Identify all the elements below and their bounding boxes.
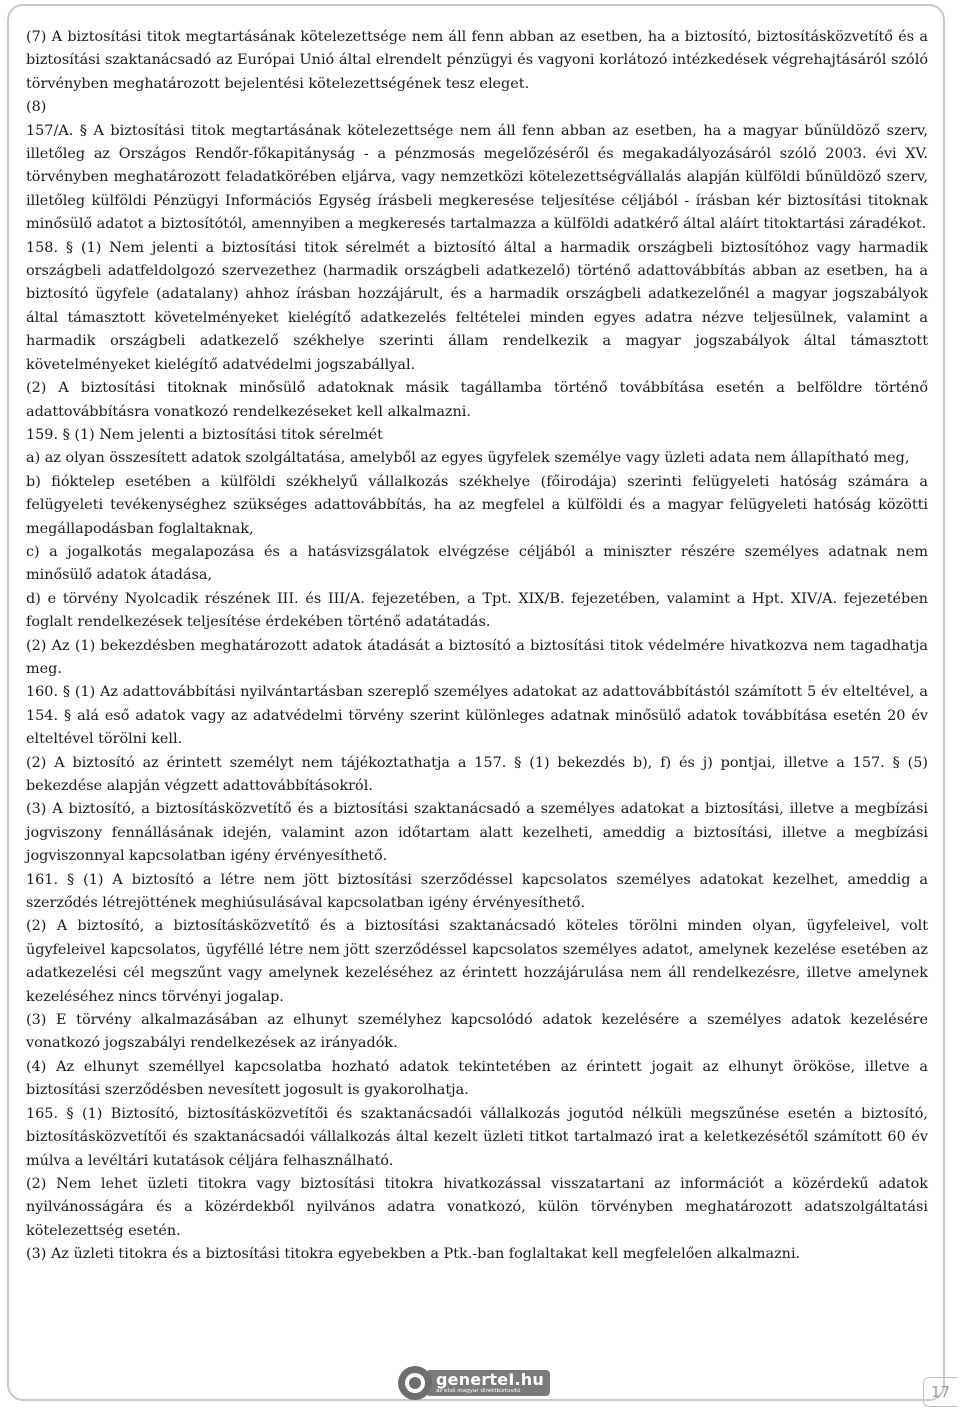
paragraph: 157/A. § A biztosítási titok megtartásának kötelezettsége nem áll fenn abban az esetben, ha a magyar bűnüldöző szerv, illetőleg az Országos Rendőr-főkapitányság - a pénzmosás megelőzéséről és megakadályozásáról szóló 2003. évi XV. törvényben meghatározott feladatkörében eljárva, vagy nemzetközi kötelezettségvállalás alapján külföldi bűnüldöző szerv, illetőleg külföldi Pénzügyi Információs Egység írásbeli megkeresése teljesítése céljából - írásban kér biztosítási titoknak minősülő adatot a biztosítótól, amennyiben a megkeresés tartalmazza a külföldi adatkérő által aláírt titoktartási záradékot. <box>26 122 928 233</box>
paragraph: (2) Az (1) bekezdésben meghatározott adatok átadását a biztosító a biztosítási titok védelmére hivatkozva nem tagadhatja meg. <box>26 637 928 677</box>
paragraph: 160. § (1) Az adattovábbítási nyilvántartásban szereplő személyes adatokat az adattovábbítástól számított 5 év elteltével, a 154. § alá eső adatok vagy az adatvédelmi törvény szerint különleges adatnak minősülő adatok továbbítása esetén 20 év elteltével törölni kell. <box>26 684 928 748</box>
paragraph: (2) A biztosító, a biztosításközvetítő és a biztosítási szaktanácsadó köteles törölni minden olyan, ügyfeleivel, volt ügyfeleivel kapcsolatos, ügyféllé létre nem jött szerződéssel kapcsolatos személyes adatot, amelynek kezelése esetében az adatkezelési cél megszűnt vagy amelynek kezeléséhez az érintett hozzájárulása nem áll rendelkezésre, illetve amelynek kezeléséhez nincs törvényi jogalap. <box>26 918 928 1005</box>
paragraph: (4) Az elhunyt személlyel kapcsolatba hozható adatok tekintetében az érintett jogait az elhunyt örököse, illetve a biztosítási szerződésben nevesített jogosult is gyakorolhatja. <box>26 1058 928 1099</box>
paragraph: (2) A biztosító az érintett személyt nem tájékoztathatja a 157. § (1) bekezdés b), f) és j) pontjai, illetve a 157. § (5) bekezdése alapján végzett adattovábbításokról. <box>26 754 928 794</box>
logo-tagline: az első magyar direktbiztosító <box>436 1387 521 1394</box>
paragraph: (7) A biztosítási titok megtartásának kötelezettsége nem áll fenn abban az esetben, ha a biztosító, biztosításközvetítő és a biztosítási szaktanácsadó az Európai Unió által elrendelt pénzügyi és vagyoni korlátozó intézkedések végrehajtásáról szóló törvényben meghatározott bejelentési kötelezettségének tesz eleget. <box>26 29 928 92</box>
paragraph: (2) Nem lehet üzleti titokra vagy biztosítási titokra hivatkozással visszatartani az információt a közérdekű adatok nyilvánosságára és a közérdekből nyilvános adatra vonatkozó, külön törvényben meghatározott adatszolgáltatási kötelezettség esetén. <box>26 1175 928 1239</box>
paragraph: b) fióktelep esetében a külföldi székhelyű vállalkozás székhelye (főirodája) szerinti felügyeleti hatóság számára a felügyeleti tevékenységhez szükséges adattovábbítás, ha az megfelel a külföldi és a magyar felügyeleti hatóság közötti megállapodásban foglaltaknak, <box>26 473 928 537</box>
logo-name: generteI.hu <box>436 1369 544 1389</box>
genertel-logo <box>398 1365 556 1401</box>
document-body <box>26 26 928 1267</box>
paragraph: (8) <box>26 99 47 116</box>
paragraph: (3) E törvény alkalmazásában az elhunyt személyhez kapcsolódó adatok kezelésére a személyes adatok kezelésére vonatkozó jogszabályi rendelkezések az irányadók. <box>26 1012 928 1052</box>
paragraph: (3) A biztosító, a biztosításközvetítő és a biztosítási szaktanácsadó a személyes adatokat a biztosítási, illetve a megbízási jogviszony fennállásának idején, valamint azon időtartam alatt kezelheti, ameddig a biztosítási, illetve a megbízási jogviszonnyal kapcsolatban igény érvényesíthető. <box>26 801 928 865</box>
page-number: 17 <box>923 1377 957 1407</box>
paragraph: 159. § (1) Nem jelenti a biztosítási titok sérelmét <box>26 426 383 443</box>
paragraph: c) a jogalkotás megalapozása és a hatásvizsgálatok elvégzése céljából a miniszter részére személyes adatnak nem minősülő adatok átadása, <box>26 543 928 584</box>
logo-wordmark <box>426 1370 550 1396</box>
paragraph: d) e törvény Nyolcadik részének III. és III/A. fejezetében, a Tpt. XIX/B. fejezetében, valamint a Hpt. XIV/A. fejezetében foglalt rendelkezések teljesítése érdekében történő adatátadás. <box>26 590 928 631</box>
g-logo-icon <box>398 1366 432 1400</box>
paragraph: 161. § (1) A biztosító a létre nem jött biztosítási szerződéssel kapcsolatos személyes adatokat kezelhet, ameddig a szerződés létrejöttének meghiúsulásával kapcsolatban igény érvényesíthető. <box>26 871 928 912</box>
paragraph: (3) Az üzleti titokra és a biztosítási titokra egyebekben a Ptk.-ban foglaltakat kell megfelelően alkalmazni. <box>26 1246 801 1263</box>
paragraph: 165. § (1) Biztosító, biztosításközvetítői és szaktanácsadói vállalkozás jogutód nélküli megszűnése esetén a biztosító, biztosításközvetítői és szaktanácsadói vállalkozás által kezelt üzleti titkot tartalmazó irat a keletkezésétől számított 60 év múlva a levéltári kutatások céljára felhasználható. <box>26 1105 928 1169</box>
paragraph: 158. § (1) Nem jelenti a biztosítási titok sérelmét a biztosító által a harmadik országbeli biztosítóhoz vagy harmadik országbeli adatfeldolgozó szervezethez (harmadik országbeli adatkezelő) történő adattovábbítás abban az esetben, ha a biztosító ügyfele (adatalany) ahhoz írásban hozzájárult, és a harmadik országbeli adatkezelőnél a magyar jogszabályok által támasztott követelményeket kielégítő adatkezelés feltételei minden egyes adatra nézve teljesülnek, valamint a harmadik országbeli adatkezelő székhelye szerinti állam rendelkezik a magyar jogszabályok által támasztott követelményeket kielégítő adatvédelmi jogszabállyal. <box>26 239 928 373</box>
paragraph: a) az olyan összesített adatok szolgáltatása, amelyből az egyes ügyfelek személye vagy üzleti adata nem állapítható meg, <box>26 450 910 467</box>
paragraph: (2) A biztosítási titoknak minősülő adatoknak másik tagállamba történő továbbítása esetén a belföldre történő adattovábbításra vonatkozó rendelkezéseket kell alkalmazni. <box>26 380 928 420</box>
